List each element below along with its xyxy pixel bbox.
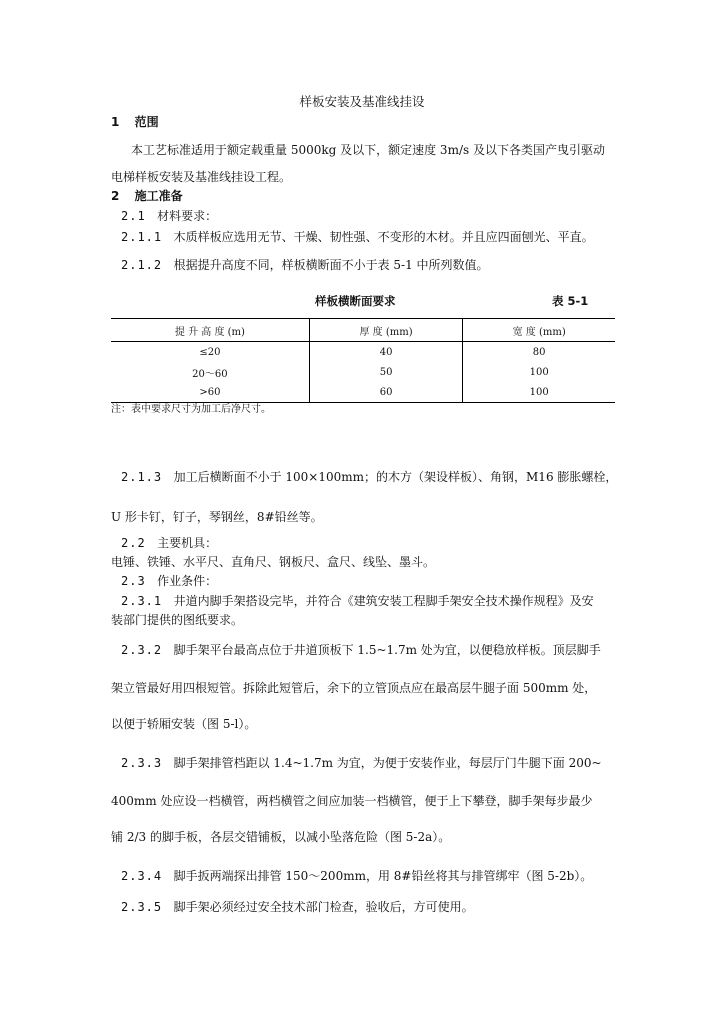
clause-text: 根据提升高度不同，样板横断面不小于表 5-1 中所列数值。 — [173, 258, 489, 272]
scope-paragraph-line-1: 本工艺标准适用于额定载重量 5000kg 及以下，额定速度 3m/s 及以下各类国产曳引驱动 — [131, 143, 605, 157]
clause-number: 2.3.1 — [121, 594, 163, 608]
table-row — [111, 342, 615, 363]
clause-2-3-2-continued-2: 以便于轿厢安装（图 5-l）。 — [111, 717, 257, 731]
clause-text: 主要机具： — [157, 536, 218, 550]
subsection-2-1 — [121, 209, 217, 224]
scope-paragraph-line-2: 电梯样板安装及基准线挂设工程。 — [111, 170, 292, 184]
table-label: 表 5-1 — [552, 294, 589, 308]
clause-number: 2.1.1 — [121, 230, 163, 244]
table-caption: 样板横断面要求 — [315, 294, 396, 308]
page-title: 样板安装及基准线挂设 — [299, 94, 425, 109]
table-header-cell: 宽 度 (mm) — [463, 319, 615, 342]
clause-number: 2.1 — [121, 209, 146, 223]
section-title: 范围 — [134, 115, 159, 129]
clause-number: 2.3 — [121, 574, 146, 588]
table-row — [111, 382, 615, 403]
clause-2-3-2 — [121, 643, 601, 658]
clause-number: 2.3.4 — [121, 869, 163, 883]
subsection-2-2 — [121, 536, 217, 551]
clause-number: 2.2 — [121, 536, 146, 550]
table-header-cell: 厚 度 (mm) — [309, 319, 463, 342]
clause-2-3-4 — [121, 869, 592, 884]
tools-list: 电锤、铁锤、水平尺、直角尺、钢板尺、盒尺、线坠、墨斗。 — [111, 555, 436, 569]
clause-text: 井道内脚手架搭设完毕，并符合《建筑安装工程脚手架安全技术操作规程》及安 — [173, 594, 594, 608]
table-cell: 100 — [463, 362, 615, 382]
clause-text: 脚手扳两端探出排管 150～200mm，用 8#铅丝将其与排管绑牢（图 5-2b）。 — [173, 869, 593, 883]
table-cell: 60 — [309, 382, 463, 403]
section-number: 1 — [111, 115, 120, 129]
clause-2-3-3-continued-1: 400mm 处应设一档横管，两档横管之间应加装一档横管，便于上下攀登，脚手架每步最少 — [111, 794, 593, 808]
table-header-row — [111, 319, 615, 342]
section-2-heading — [111, 189, 183, 204]
clause-number: 2.3.2 — [121, 643, 163, 657]
clause-2-3-3-continued-2: 铺 2/3 的脚手板，各层交错铺板，以减小坠落危险（图 5-2a）。 — [111, 830, 451, 844]
clause-text: 脚手架平台最高点位于井道顶板下 1.5~1.7m 处为宜，以便稳放样板。顶层脚手 — [173, 643, 601, 657]
table-row — [111, 362, 615, 382]
clause-text: 材料要求： — [157, 209, 218, 223]
clause-text: 脚手架排管档距以 1.4~1.7m 为宜，为便于安装作业，每层厅门牛腿下面 200~ — [173, 756, 602, 770]
clause-2-1-3 — [121, 470, 617, 485]
clause-2-1-3-continued: U 形卡钉，钉子，琴钢丝，8#铅丝等。 — [111, 510, 323, 524]
clause-2-3-1-continued: 装部门提供的图纸要求。 — [111, 613, 244, 627]
clause-text: 木质样板应选用无节、干燥、韧性强、不变形的木材。并且应四面刨光、平直。 — [173, 230, 594, 244]
subsection-2-3 — [121, 574, 217, 589]
section-size-table — [111, 318, 615, 403]
table-note: 注：表中要求尺寸为加工后净尺寸。 — [111, 404, 271, 415]
clause-number: 2.3.5 — [121, 900, 163, 914]
clause-2-1-2 — [121, 258, 489, 273]
section-title: 施工准备 — [134, 189, 183, 203]
table-cell: 100 — [463, 382, 615, 403]
clause-2-3-3 — [121, 756, 602, 771]
clause-2-3-2-continued-1: 架立管最好用四根短管。拆除此短管后，余下的立管顶点应在最高层牛腿子面 500mm 处， — [111, 681, 597, 695]
clause-text: 作业条件： — [157, 574, 218, 588]
clause-text: 脚手架必须经过安全技术部门检查，验收后，方可使用。 — [173, 900, 474, 914]
table-cell: ≤20 — [199, 346, 221, 358]
clause-2-3-5 — [121, 900, 474, 915]
clause-text: 加工后横断面不小于 100×100mm；的木方（架设样板）、角钢，M16 膨胀螺栓， — [173, 470, 618, 484]
section-number: 2 — [111, 189, 120, 203]
clause-number: 2.1.2 — [121, 258, 163, 272]
clause-number: 2.3.3 — [121, 756, 163, 770]
clause-number: 2.1.3 — [121, 470, 163, 484]
clause-2-1-1 — [121, 230, 594, 245]
section-1-heading — [111, 115, 159, 130]
table-cell: 40 — [309, 342, 463, 363]
table-cell: >60 — [111, 382, 309, 403]
table-cell: 20～60 — [192, 368, 228, 380]
table-cell: 50 — [309, 362, 463, 382]
clause-2-3-1 — [121, 594, 594, 609]
table-cell: 80 — [463, 342, 615, 363]
table-header-cell: 提 升 高 度 (m) — [111, 319, 309, 342]
